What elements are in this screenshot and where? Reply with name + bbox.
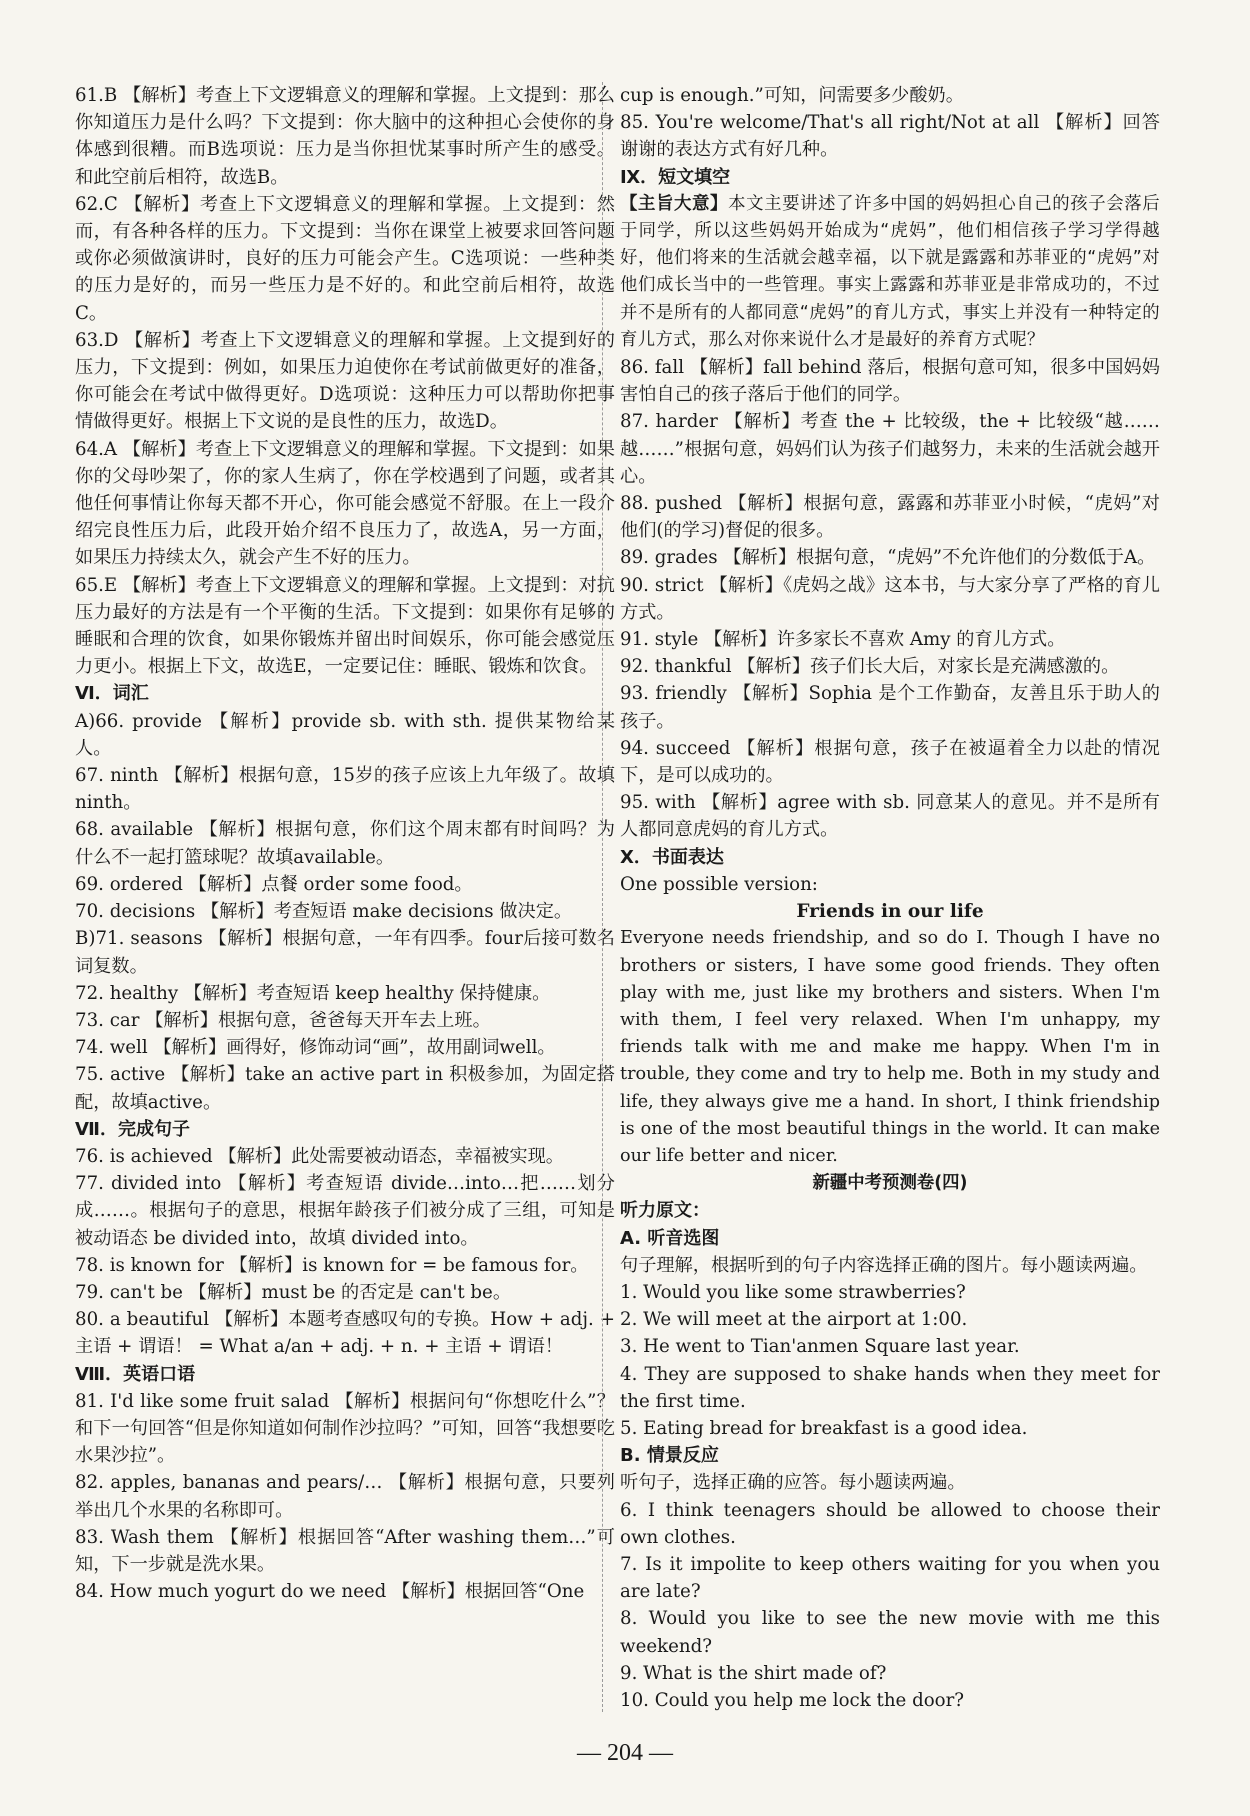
- answer-item: 7. Is it impolite to keep others waiting for you when you are late?: [620, 1553, 1160, 1603]
- answer-item: B)71. seasons 【解析】根据句意，一年有四季。four后接可数名词复数。: [75, 928, 615, 977]
- section-heading: Ⅹ．书面表达: [620, 846, 724, 868]
- answer-item: 93. friendly 【解析】Sophia 是个工作勤奋，友善且乐于助人的孩子。: [620, 683, 1160, 732]
- answer-item: 70. decisions 【解析】考查短语 make decisions 做决定。: [75, 901, 573, 923]
- text-line: cup is enough.”可知，问需要多少酸奶。: [620, 85, 964, 106]
- answer-item: 3. He went to Tian'anmen Square last year.: [620, 1336, 1020, 1358]
- answer-item: 91. style 【解析】许多家长不喜欢 Amy 的育儿方式。: [620, 629, 1066, 651]
- page-number: — 204 —: [577, 1740, 673, 1766]
- section-heading: Ⅷ．英语口语: [75, 1363, 196, 1385]
- answer-item: 9. What is the shirt made of?: [620, 1662, 887, 1684]
- answer-item: 89. grades 【解析】根据句意，“虎妈”不允许他们的分数低于A。: [620, 547, 1156, 569]
- answer-item: 92. thankful 【解析】孩子们长大后，对家长是充满感激的。: [620, 656, 1120, 678]
- summary-label: 【主旨大意】: [620, 193, 729, 214]
- test-title: 新疆中考预测卷(四): [812, 1173, 968, 1194]
- answer-item: 79. can't be 【解析】must be 的否定是 can't be。: [75, 1281, 512, 1303]
- answer-item: 10. Could you help me lock the door?: [620, 1689, 965, 1711]
- answer-item: 64.A 【解析】考查上下文逻辑意义的理解和掌握。下文提到：如果你的父母吵架了，你的家人生病了，你在学校遇到了问题，或者其他任何事情让你每天都不开心，你可能会感觉不舒服。在上一段介绍完良性压力后，此段开始介绍不良压力了，故选A，另一方面，如果压力持续太久，就会产生不好的压力。: [75, 438, 615, 569]
- answer-item: 65.E 【解析】考查上下文逻辑意义的理解和掌握。上文提到：对抗压力最好的方法是有一个平衡的生活。下文提到：如果你有足够的睡眠和合理的饮食，如果你锻炼并留出时间娱乐，你可能会感觉压力更小。根据上下文，故选E，一定要记住：睡眠、锻炼和饮食。: [75, 574, 615, 678]
- answer-item: 84. How much yogurt do we need 【解析】根据回答“One: [75, 1581, 585, 1603]
- answer-item: 88. pushed 【解析】根据句意，露露和苏菲亚小时候，“虎妈”对他们(的学习)督促的很多。: [620, 493, 1160, 542]
- section-heading: A. 听音选图: [620, 1227, 720, 1249]
- section-heading: B. 情景反应: [620, 1445, 719, 1467]
- essay-body: Everyone needs friendship, and so do I. Though I have no brothers or sisters, I have some good friends. They often play with me, just like my brothers and sisters. When I'm with them, I feel very relaxed. When I'm unhappy, my friends talk with me and make me happy. When I'm in trouble, they come and try to help me. Both in my study and life, they always give me a hand. In short, I think friendship is one of the most beautiful things in the world. It can make our life better and nicer.: [620, 928, 1160, 1166]
- essay-title: Friends in our life: [796, 901, 984, 923]
- answer-item: 87. harder 【解析】考查 the + 比较级，the + 比较级“越……越……”根据句意，妈妈们认为孩子们越努力，未来的生活就会越开心。: [620, 411, 1160, 487]
- answer-item: 94. succeed 【解析】根据句意，孩子在被逼着全力以赴的情况下，是可以成功的。: [620, 737, 1160, 787]
- answer-item: 8. Would you like to see the new movie with me this weekend?: [620, 1608, 1160, 1657]
- answer-item: 6. I think teenagers should be allowed to choose their own clothes.: [620, 1499, 1160, 1548]
- answer-item: A)66. provide 【解析】provide sb. with sth. 提供某物给某人。: [75, 710, 615, 759]
- answer-item: 63.D 【解析】考查上下文逻辑意义的理解和掌握。上文提到好的压力，下文提到：例如，如果压力迫使你在考试前做更好的准备，你可能会在考试中做得更好。D选项说：这种压力可以帮助你把事情做得更好。根据上下文说的是良性的压力，故选D。: [75, 329, 615, 433]
- section-heading: 听力原文：: [620, 1200, 710, 1222]
- answer-item: 1. Would you like some strawberries?: [620, 1281, 966, 1303]
- text-line: One possible version:: [620, 873, 818, 895]
- passage-summary: [620, 191, 1160, 354]
- answer-item: 4. They are supposed to shake hands when they meet for the first time.: [620, 1363, 1160, 1412]
- right-column: [620, 82, 1160, 1714]
- section-heading: Ⅸ．短文填空: [620, 166, 731, 188]
- answer-item: 2. We will meet at the airport at 1:00.: [620, 1309, 968, 1331]
- answer-item: 75. active 【解析】take an active part in 积极参加，为固定搭配，故填active。: [75, 1064, 615, 1113]
- left-column: [75, 82, 615, 1605]
- answer-item: 77. divided into 【解析】考查短语 divide…into…把……划分成……。根据句子的意思，根据年龄孩子们被分成了三组，可知是被动语态 be divided into，故填 divided into。: [75, 1173, 615, 1249]
- answer-item: 73. car 【解析】根据句意，爸爸每天开车去上班。: [75, 1009, 491, 1031]
- answer-item: 74. well 【解析】画得好，修饰动词“画”，故用副词well。: [75, 1037, 556, 1059]
- answer-item: 86. fall 【解析】fall behind 落后，根据句意可知，很多中国妈妈害怕自己的孩子落后于他们的同学。: [620, 357, 1160, 406]
- answer-item: 80. a beautiful 【解析】本题考查感叹句的专换。How + adj. + 主语 + 谓语！ = What a/an + adj. + n. + 主语 + 谓语！: [75, 1309, 615, 1358]
- answer-item: 81. I'd like some fruit salad 【解析】根据问句“你想吃什么”？和下一句回答“但是你知道如何制作沙拉吗？”可知，回答“我想要吃水果沙拉”。: [75, 1390, 615, 1467]
- answer-item: 85. You're welcome/That's all right/Not at all 【解析】回答谢谢的表达方式有好几种。: [620, 112, 1160, 161]
- section-heading: Ⅵ．词汇: [75, 683, 149, 705]
- text-line: 听句子，选择正确的应答。每小题读两遍。: [620, 1472, 966, 1494]
- answer-item: 82. apples, bananas and pears/… 【解析】根据句意，只要列举出几个水果的名称即可。: [75, 1472, 615, 1521]
- answer-item: 69. ordered 【解析】点餐 order some food。: [75, 873, 473, 895]
- answer-item: 68. available 【解析】根据句意，你们这个周末都有时间吗？为什么不一起打篮球呢？故填available。: [75, 819, 615, 868]
- answer-item: 90. strict 【解析】《虎妈之战》这本书，与大家分享了严格的育儿方式。: [620, 574, 1160, 623]
- summary-text: 本文主要讲述了许多中国的妈妈担心自己的孩子会落后于同学，所以这些妈妈开始成为“虎妈”，他们相信孩子学习学得越好，他们将来的生活就会越幸福，以下就是露露和苏菲亚的“虎妈”对他们成长当中的一些管理。事实上露露和苏菲亚是非常成功的，不过并不是所有的人都同意“虎妈”的育儿方式，事实上并没有一种特定的育儿方式，那么对你来说什么才是最好的养育方式呢？: [620, 193, 1160, 350]
- answer-item: 5. Eating bread for breakfast is a good idea.: [620, 1417, 1028, 1439]
- section-heading: Ⅶ．完成句子: [75, 1118, 190, 1140]
- answer-item: 95. with 【解析】agree with sb. 同意某人的意见。并不是所有人都同意虎妈的育儿方式。: [620, 792, 1160, 841]
- column-divider: [602, 82, 604, 1712]
- answer-item: 67. ninth 【解析】根据句意，15岁的孩子应该上九年级了。故填ninth。: [75, 765, 615, 814]
- answer-item: 78. is known for 【解析】is known for = be famous for。: [75, 1254, 589, 1276]
- answer-item: 62.C 【解析】考查上下文逻辑意义的理解和掌握。上文提到：然而，有各种各样的压力。下文提到：当你在课堂上被要求回答问题或你必须做演讲时，良好的压力可能会产生。C选项说：一些种类的压力是好的，而另一些压力是不好的。和此空前后相符，故选C。: [75, 193, 615, 324]
- answer-item: 76. is achieved 【解析】此处需要被动语态，幸福被实现。: [75, 1145, 564, 1167]
- answer-item: 61.B 【解析】考查上下文逻辑意义的理解和掌握。上文提到：那么你知道压力是什么吗？下文提到：你大脑中的这种担心会使你的身体感到很糟。而B选项说：压力是当你担忧某事时所产生的感受。和此空前后相符，故选B。: [75, 85, 615, 188]
- answer-item: 83. Wash them 【解析】根据回答“After washing them…”可知，下一步就是洗水果。: [75, 1526, 615, 1575]
- answer-item: 72. healthy 【解析】考查短语 keep healthy 保持健康。: [75, 982, 551, 1004]
- text-line: 句子理解，根据听到的句子内容选择正确的图片。每小题读两遍。: [620, 1254, 1148, 1276]
